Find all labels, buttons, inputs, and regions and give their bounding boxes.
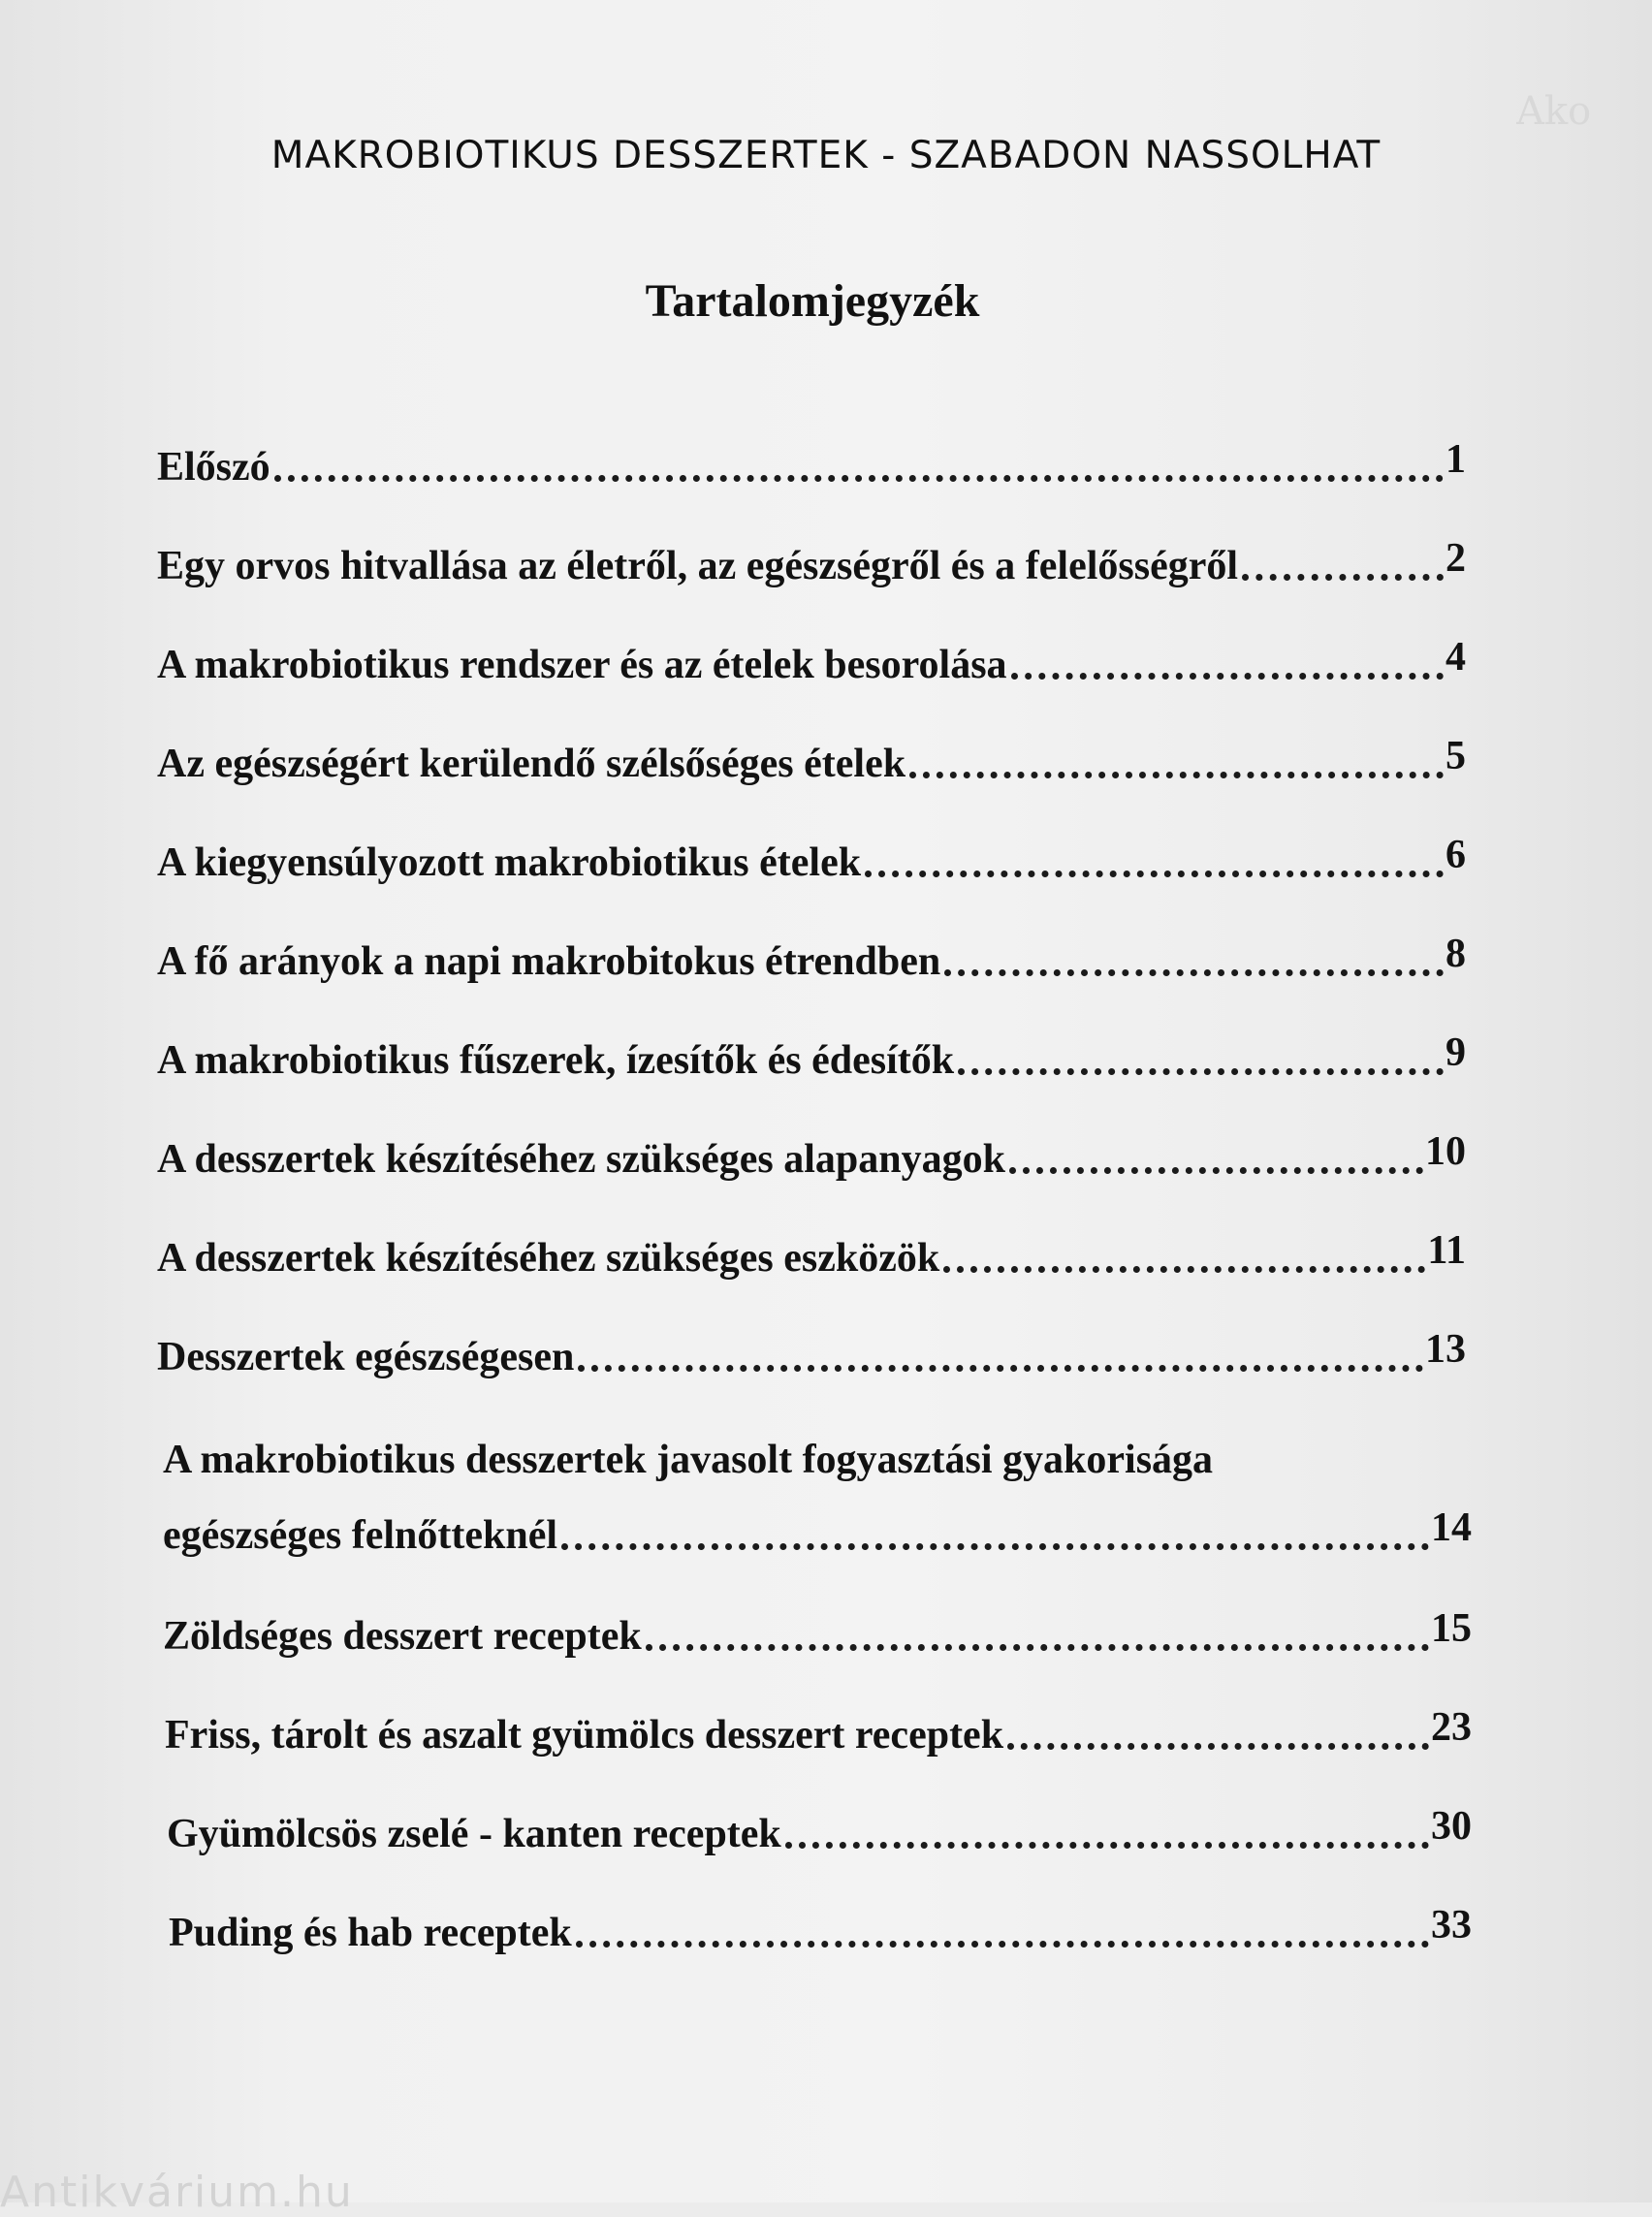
toc-entry (157, 1129, 1466, 1183)
toc-entry-label: A desszertek készítéséhez szükséges eszközök (157, 1236, 940, 1281)
toc-entry-label: A desszertek készítéséhez szükséges alapanyagok (157, 1137, 1005, 1182)
toc-entry (165, 1705, 1472, 1758)
toc-entry-label: A fő arányok a napi makrobitokus étrendben (157, 939, 941, 984)
toc-entry-label: Az egészségért kerülendő szélsőséges ételek (157, 742, 906, 786)
toc-entry (163, 1606, 1472, 1660)
toc-entry (157, 1228, 1466, 1282)
toc-leader-dots (576, 1941, 1429, 1948)
toc-entry (157, 437, 1466, 491)
toc-entry-page: 33 (1431, 1903, 1472, 1948)
toc-entry-page: 30 (1431, 1804, 1472, 1849)
toc-entry (157, 734, 1466, 787)
toc-entry-page: 2 (1446, 536, 1466, 581)
toc-entry-label: Előszó (157, 445, 270, 490)
toc-entry-page: 9 (1446, 1030, 1466, 1075)
toc-entry-page: 5 (1446, 734, 1466, 778)
toc-entry-page: 8 (1446, 932, 1466, 976)
toc-leader-dots (1011, 673, 1444, 680)
toc-leader-dots (1009, 1167, 1423, 1174)
bleed-through-text: Ako (1516, 89, 1592, 128)
toc-entry (167, 1804, 1472, 1857)
toc-entry-label: Puding és hab receptek (169, 1911, 572, 1955)
toc-leader-dots (944, 969, 1444, 976)
toc-entry-label: Friss, tárolt és aszalt gyümölcs desszert receptek (165, 1713, 1004, 1758)
toc-entry (169, 1903, 1472, 1956)
toc-leader-dots (865, 871, 1444, 877)
toc-leader-dots (785, 1842, 1429, 1849)
toc-entry-label: A makrobiotikus fűszerek, ízesítők és édesítők (157, 1038, 955, 1083)
toc-leader-dots (561, 1543, 1429, 1550)
toc-entry-label: Zöldséges desszert receptek (163, 1614, 642, 1659)
toc-entry-page: 14 (1431, 1505, 1472, 1550)
toc-entry-label: egészséges felnőtteknél (163, 1513, 558, 1558)
toc-leader-dots (646, 1644, 1429, 1651)
toc-leader-dots (1242, 574, 1444, 581)
toc-leader-dots (274, 475, 1444, 482)
toc-leader-dots (943, 1266, 1425, 1273)
toc-leader-dots (1007, 1743, 1429, 1750)
toc-entry (157, 932, 1466, 985)
toc-entry-page: 15 (1431, 1606, 1472, 1651)
toc-leader-dots (958, 1068, 1444, 1075)
toc-entry (157, 1327, 1466, 1380)
toc-entry-page: 6 (1446, 833, 1466, 877)
toc-entry-page: 23 (1431, 1705, 1472, 1750)
toc-entry (163, 1505, 1472, 1559)
toc-entry-label: Egy orvos hitvallása az életről, az egészségről és a felelősségről (157, 544, 1239, 588)
toc-entry (157, 833, 1466, 886)
toc-entry-page: 4 (1446, 635, 1466, 680)
toc-entry (157, 1030, 1466, 1084)
watermark: Antikvárium.hu (0, 2168, 354, 2217)
toc-entry-page: 11 (1427, 1228, 1466, 1273)
toc-entry-label: Gyümölcsös zselé - kanten receptek (167, 1812, 781, 1856)
toc-entry-page: 13 (1425, 1327, 1466, 1372)
toc-entry-label-line1: A makrobiotikus desszertek javasolt fogyasztási gyakorisága (163, 1438, 1214, 1482)
toc-entry-page: 1 (1446, 437, 1466, 482)
toc-entry-page: 10 (1425, 1129, 1466, 1174)
toc-entry (157, 635, 1466, 688)
toc-entry-label: Desszertek egészségesen (157, 1335, 575, 1379)
toc-leader-dots (578, 1365, 1423, 1372)
toc-entry (157, 536, 1466, 589)
toc-entry-label: A kiegyensúlyozott makrobiotikus ételek (157, 840, 862, 885)
toc-entry-label: A makrobiotikus rendszer és az ételek besorolása (157, 643, 1007, 687)
running-header: MAKROBIOTIKUS DESSZERTEK - SZABADON NASSOLHAT (270, 134, 1382, 177)
toc-leader-dots (909, 772, 1444, 778)
page-title: Tartalomjegyzék (645, 275, 980, 327)
